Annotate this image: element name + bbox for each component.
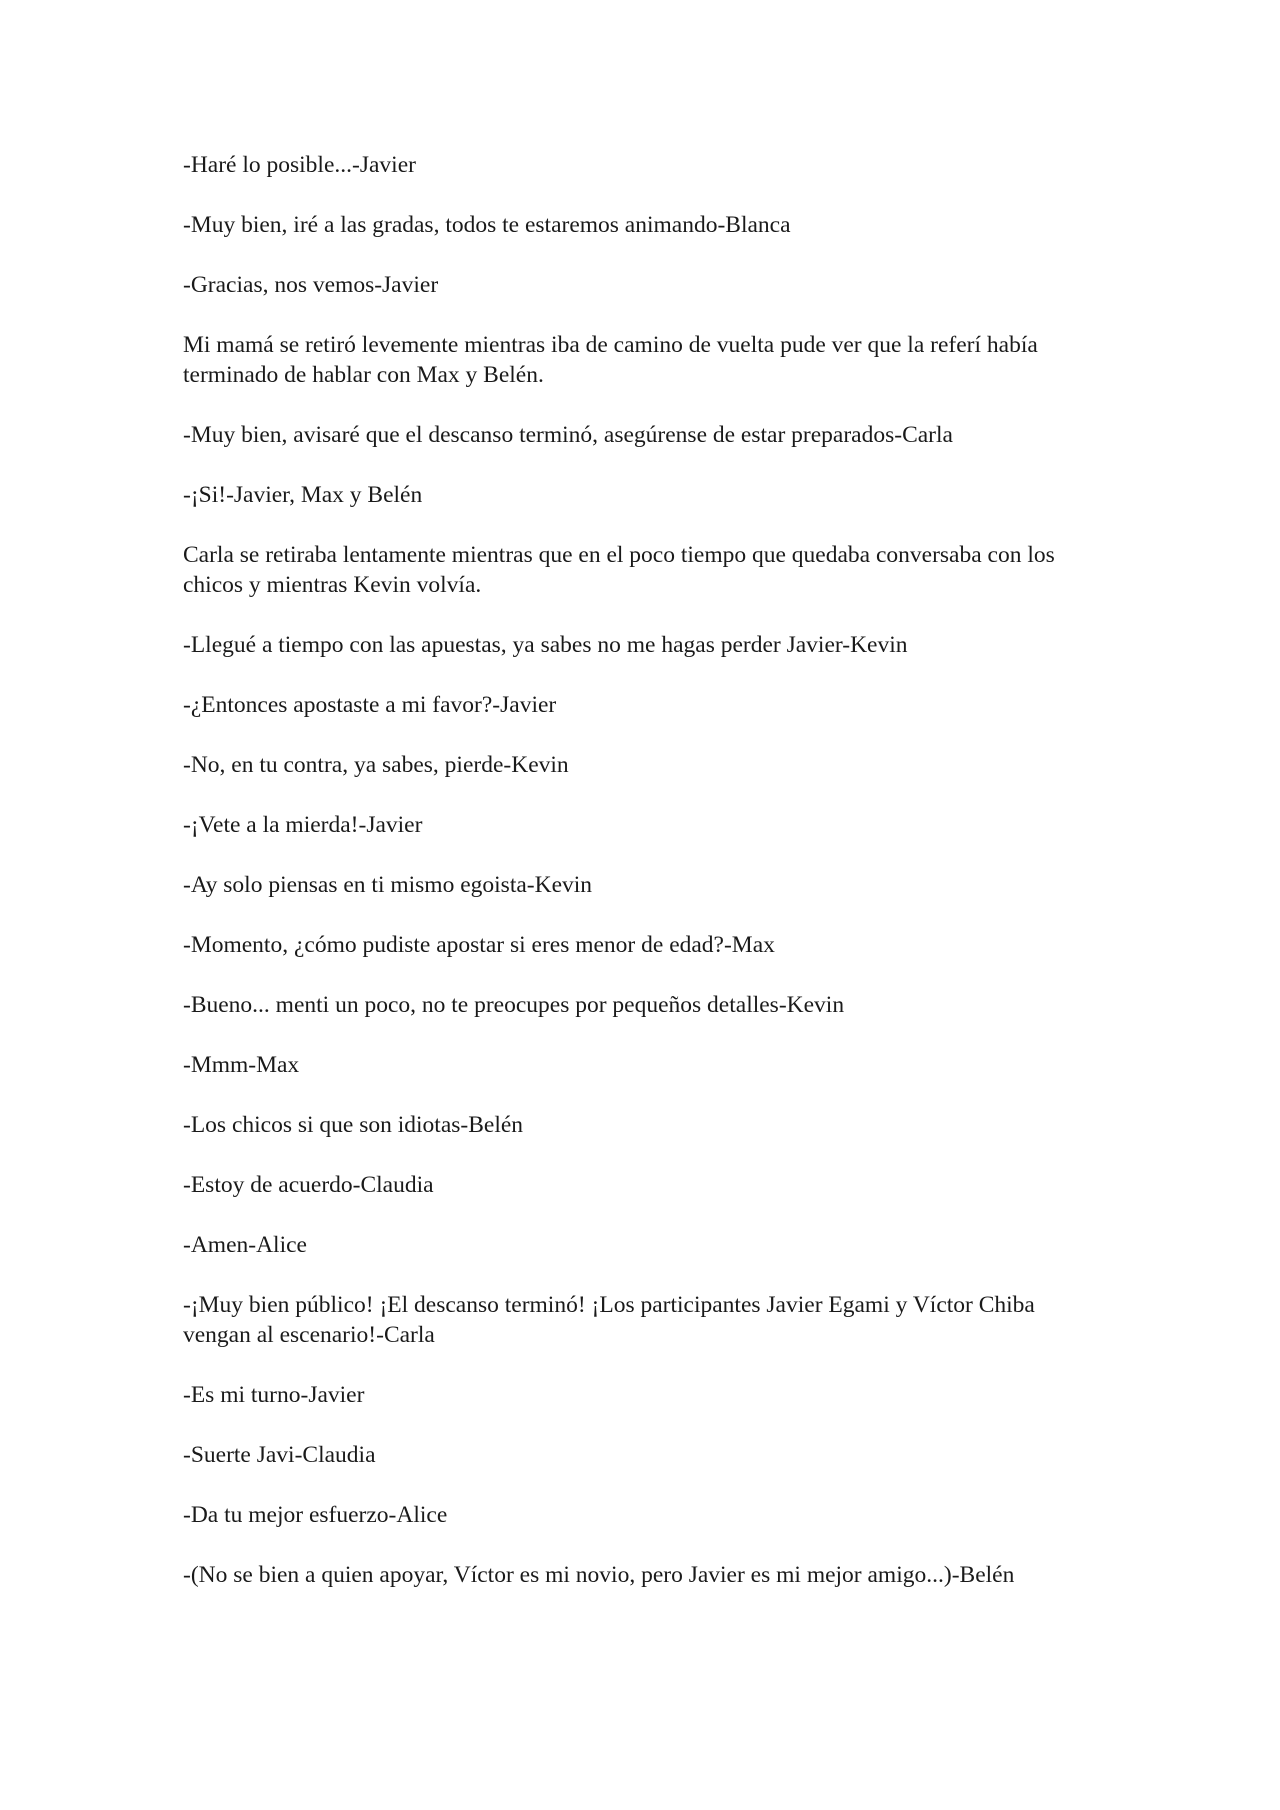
paragraph: Carla se retiraba lentamente mientras que en el poco tiempo que quedaba conversaba con los chicos y mientras Kevin volvía. (183, 542, 1055, 598)
paragraph: -Gracias, nos vemos-Javier (183, 272, 439, 298)
paragraph: -Los chicos si que son idiotas-Belén (183, 1112, 524, 1138)
paragraph: -¡Muy bien público! ¡El descanso terminó! ¡Los participantes Javier Egami y Víctor Chiba vengan al escenario!-Carla (183, 1292, 1035, 1348)
paragraph: -Bueno... menti un poco, no te preocupes por pequeños detalles-Kevin (183, 992, 845, 1018)
paragraph: -Da tu mejor esfuerzo-Alice (183, 1502, 448, 1528)
paragraph: -Amen-Alice (183, 1232, 307, 1258)
paragraph: -¿Entonces apostaste a mi favor?-Javier (183, 692, 557, 718)
paragraph: -Estoy de acuerdo-Claudia (183, 1172, 434, 1198)
paragraph: -Ay solo piensas en ti mismo egoista-Kevin (183, 872, 593, 898)
paragraph: -Suerte Javi-Claudia (183, 1442, 376, 1468)
paragraph: Mi mamá se retiró levemente mientras iba de camino de vuelta pude ver que la referí había terminado de hablar con Max y Belén. (183, 332, 1038, 388)
paragraph: -Es mi turno-Javier (183, 1382, 365, 1408)
paragraph: -No, en tu contra, ya sabes, pierde-Kevin (183, 752, 569, 778)
document-body (183, 150, 1083, 1620)
paragraph: -Muy bien, iré a las gradas, todos te estaremos animando-Blanca (183, 212, 791, 238)
paragraph: -Llegué a tiempo con las apuestas, ya sabes no me hagas perder Javier-Kevin (183, 632, 908, 658)
paragraph: -Mmm-Max (183, 1052, 300, 1078)
paragraph: -Muy bien, avisaré que el descanso terminó, asegúrense de estar preparados-Carla (183, 422, 953, 448)
paragraph: -Haré lo posible...-Javier (183, 152, 416, 178)
paragraph: -¡Vete a la mierda!-Javier (183, 812, 423, 838)
paragraph: -Momento, ¿cómo pudiste apostar si eres menor de edad?-Max (183, 932, 775, 958)
paragraph: -(No se bien a quien apoyar, Víctor es mi novio, pero Javier es mi mejor amigo...)-Belén (183, 1562, 1015, 1588)
paragraph: -¡Si!-Javier, Max y Belén (183, 482, 423, 508)
